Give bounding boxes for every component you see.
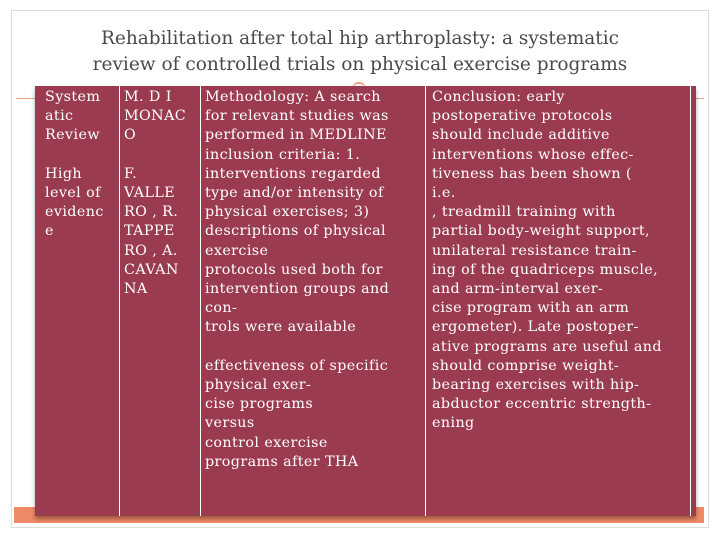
column-divider bbox=[690, 86, 691, 516]
column-divider bbox=[200, 86, 201, 516]
author-line: TAPPE bbox=[124, 223, 175, 240]
conclusion-line: Conclusion: early bbox=[432, 89, 565, 105]
slide-title bbox=[80, 26, 640, 78]
methodology-line: trols were available bbox=[205, 319, 357, 336]
conclusion-line: postoperative protocols bbox=[432, 108, 613, 125]
author-line: MONAC bbox=[124, 108, 187, 125]
conclusion-line: ergometer). Late postoper- bbox=[432, 319, 639, 336]
methodology-line: inclusion criteria: 1. bbox=[205, 146, 361, 163]
evidence-level-line: High bbox=[45, 165, 83, 182]
evidence-level-line: e bbox=[45, 223, 54, 240]
author-line: CAVAN bbox=[124, 261, 179, 278]
conclusion-line: i.e. bbox=[432, 185, 456, 202]
objective-line: effectiveness of specific bbox=[205, 357, 389, 374]
column-divider bbox=[119, 86, 120, 516]
evidence-level-line: evidenc bbox=[45, 204, 104, 221]
conclusion-line: partial body-weight support, bbox=[432, 223, 650, 240]
methodology-line: interventions regarded bbox=[205, 165, 381, 182]
methodology-line: physical exercises; 3) bbox=[205, 204, 370, 221]
author-line: VALLE bbox=[124, 185, 176, 201]
study-type-line: Review bbox=[45, 127, 100, 144]
objective-line: programs after THA bbox=[205, 453, 359, 470]
conclusion-line: should include additive bbox=[432, 127, 610, 144]
conclusion-line: , treadmill training with bbox=[432, 204, 616, 221]
methodology-line: type and/or intensity of bbox=[205, 185, 384, 202]
methodology-line: exercise bbox=[205, 242, 269, 259]
conclusion-line: ative programs are useful and bbox=[432, 338, 662, 355]
study-type-line: atic bbox=[45, 108, 74, 125]
column-divider bbox=[425, 86, 426, 516]
conclusion-line: and arm-interval exer- bbox=[432, 281, 604, 298]
conclusion-line: ening bbox=[432, 415, 475, 432]
title-line-2: review of controlled trials on physical exercise programs bbox=[92, 54, 628, 75]
conclusion-line: unilateral resistance train- bbox=[432, 242, 637, 259]
author-line: NA bbox=[124, 281, 148, 298]
conclusion-line: tiveness has been shown ( bbox=[432, 165, 632, 182]
author-line: O bbox=[124, 127, 137, 144]
authors-cell bbox=[124, 86, 204, 516]
methodology-line: Methodology: A search bbox=[205, 89, 381, 105]
methodology-line: performed in MEDLINE bbox=[205, 127, 387, 144]
title-line-1: Rehabilitation after total hip arthroplasty: a systematic bbox=[100, 28, 620, 49]
author-line: F. bbox=[124, 165, 138, 182]
author-line: RO , R. bbox=[124, 204, 179, 221]
objective-line: cise programs bbox=[205, 396, 314, 413]
methodology-line: intervention groups and bbox=[205, 281, 390, 298]
objective-line: versus bbox=[205, 415, 255, 432]
summary-table bbox=[35, 86, 696, 516]
evidence-level-line: level of bbox=[45, 185, 101, 201]
objective-line: control exercise bbox=[205, 434, 328, 451]
methodology-line: descriptions of physical bbox=[205, 223, 387, 240]
methodology-line: for relevant studies was bbox=[205, 108, 389, 125]
conclusion-line: cise program with an arm bbox=[432, 300, 630, 317]
conclusion-line: interventions whose effec- bbox=[432, 146, 634, 163]
methodology-cell bbox=[205, 86, 423, 516]
author-line: RO , A. bbox=[124, 242, 178, 259]
conclusion-line: should comprise weight- bbox=[432, 357, 620, 374]
study-type-line: System bbox=[45, 89, 101, 105]
methodology-line: protocols used both for bbox=[205, 261, 383, 278]
objective-line: physical exer- bbox=[205, 377, 312, 394]
conclusion-cell bbox=[432, 86, 690, 516]
methodology-line: con- bbox=[205, 300, 238, 317]
study-type-cell bbox=[45, 86, 120, 516]
author-line: M. D I bbox=[124, 89, 172, 105]
conclusion-line: bearing exercises with hip- bbox=[432, 377, 640, 394]
conclusion-line: abductor eccentric strength- bbox=[432, 396, 652, 413]
conclusion-line: ing of the quadriceps muscle, bbox=[432, 261, 659, 278]
